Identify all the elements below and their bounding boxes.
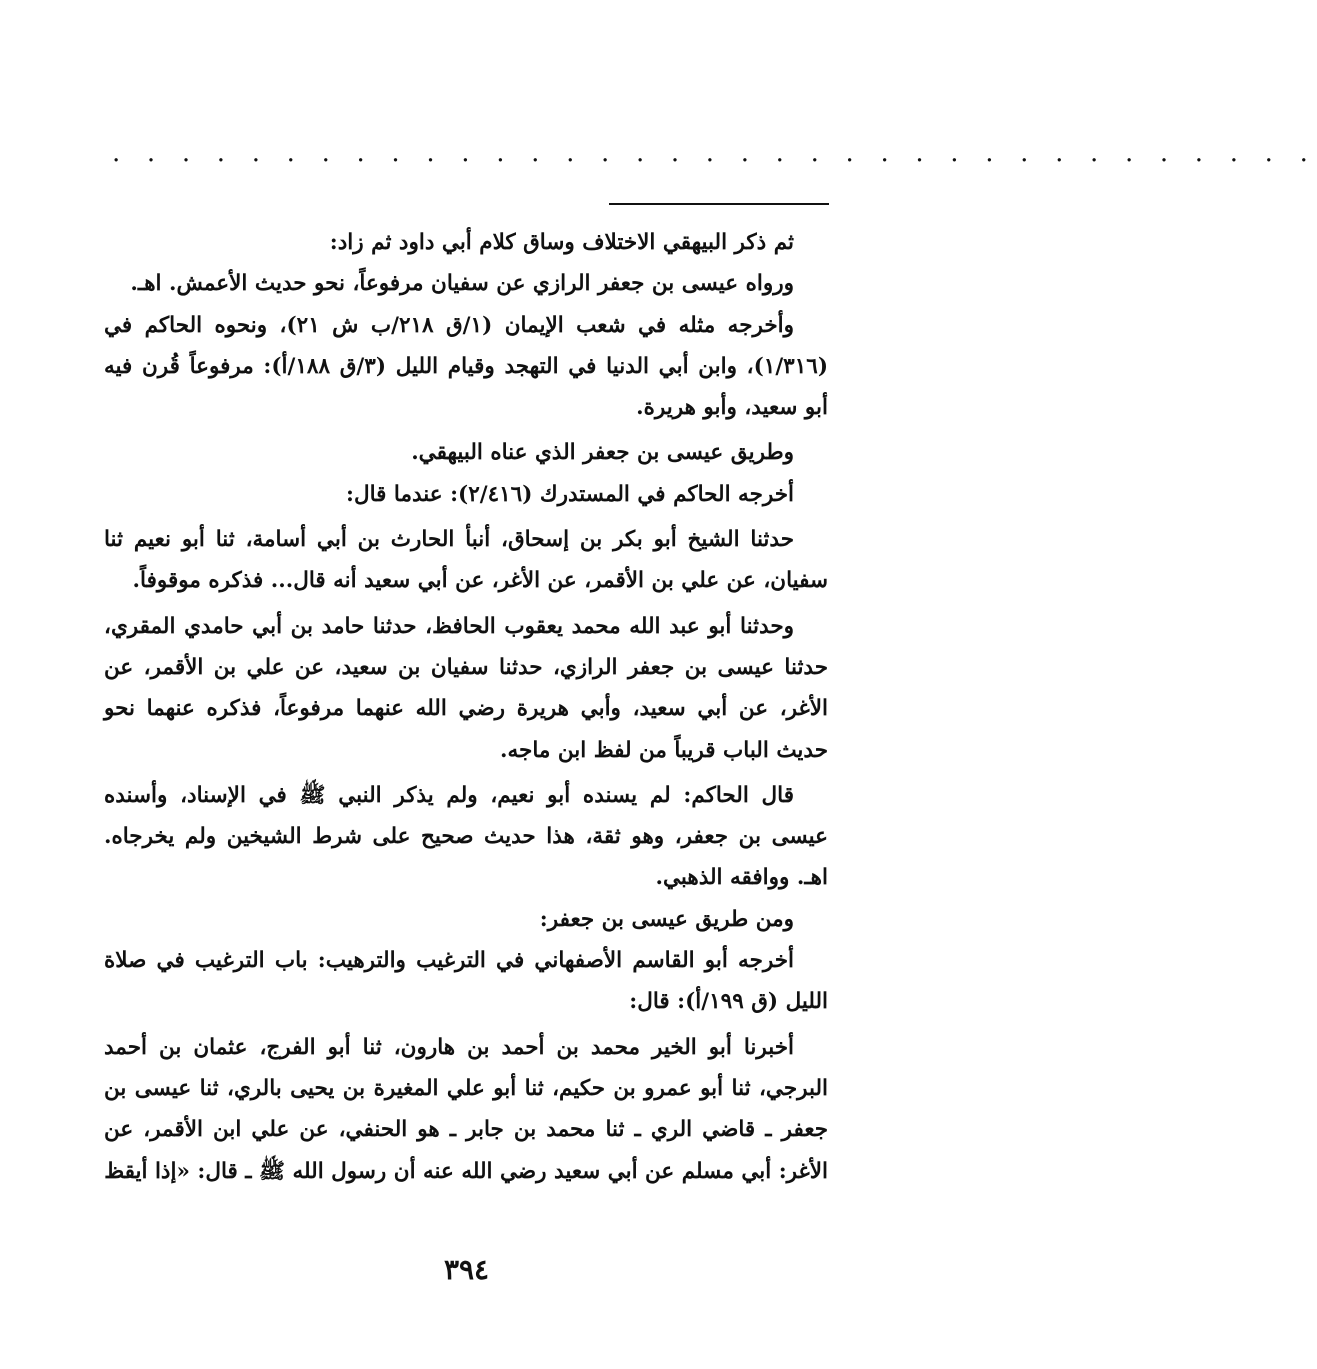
paragraph: وأخرجه مثله في شعب الإيمان (١/ق ٢١٨/ب ش ٢١)، ونحوه الحاكم في (١/٣١٦)، وابن أبي الدنيا في التهجد وقيام الليل (٣/ق ١٨٨/أ): مرفوعاً قُرن فيه أبو سعيد، وأبو هريرة.: [104, 312, 828, 421]
paragraph: أخرجه الحاكم في المستدرك (٢/٤١٦): عندما قال:: [346, 481, 794, 507]
paragraph: ورواه عيسى بن جعفر الرازي عن سفيان مرفوعاً، نحو حديث الأعمش. اهـ.: [130, 271, 794, 297]
footnote-text: [104, 222, 828, 1192]
paragraph: قال الحاكم: لم يسنده أبو نعيم، ولم يذكر النبي ﷺ في الإسناد، وأسنده عيسى بن جعفر، وهو ثقة، هذا حديث صحيح على شرط الشيخين ولم يخرجاه. اهـ. ووافقه الذهبي.: [104, 782, 828, 891]
paragraph: أخبرنا أبو الخير محمد بن أحمد بن هارون، ثنا أبو الفرج، عثمان بن أحمد البرجي، ثنا أبو عمرو بن حكيم، ثنا أبو علي المغيرة بن يحيى بالري، ثنا عيسى بن جعفر ـ قاضي الري ـ ثنا محمد بن جابر ـ هو الحنفي، عن علي ابن الأقمر، عن الأغر: أبي مسلم عن أبي سعيد رضي الله عنه أن رسول الله ﷺ ـ قال: «إذا أيقظ: [104, 1034, 828, 1184]
paragraph: ثم ذكر البيهقي الاختلاف وساق كلام أبي داود ثم زاد:: [329, 230, 794, 255]
dotted-separator: . . . . . . . . . . . . . . . . . . . . . . . . . . . . . . . . . . .: [112, 138, 1317, 168]
footnote-rule: [609, 203, 829, 205]
page-number: ٣٩٤: [443, 1253, 490, 1286]
paragraph: وطريق عيسى بن جعفر الذي عناه البيهقي.: [411, 440, 794, 466]
paragraph: أخرجه أبو القاسم الأصفهاني في الترغيب والترهيب: باب الترغيب في صلاة الليل (ق ١٩٩/أ): قال:: [104, 948, 828, 1015]
paragraph: حدثنا الشيخ أبو بكر بن إسحاق، أنبأ الحارث بن أبي أسامة، ثنا أبو نعيم ثنا سفيان، عن علي بن الأقمر، عن الأغر، عن أبي سعيد أنه قال... فذكره موقوفاً.: [104, 527, 828, 594]
paragraph: وحدثنا أبو عبد الله محمد يعقوب الحافظ، حدثنا حامد بن أبي حامدي المقري، حدثنا عيسى بن جعفر الرازي، حدثنا سفيان بن سعيد، عن علي بن الأقمر، عن الأغر، عن أبي سعيد، وأبي هريرة رضي الله عنهما مرفوعاً، فذكره عنهما نحو حديث الباب قريباً من لفظ ابن ماجه.: [104, 613, 828, 763]
paragraph: ومن طريق عيسى بن جعفر:: [539, 906, 794, 932]
